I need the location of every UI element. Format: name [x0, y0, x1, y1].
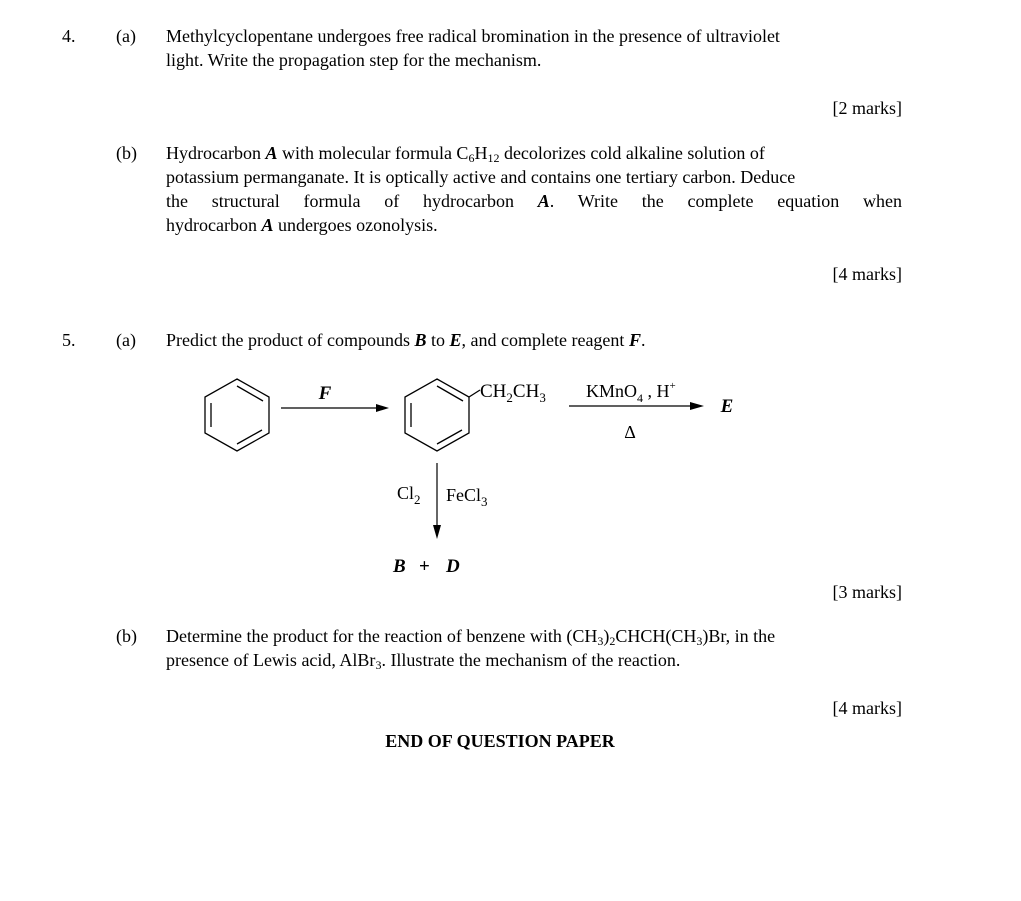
q5a-text: Predict the product of compounds B to E, and complete reagent F. — [166, 330, 646, 350]
oxidation-arrow — [569, 402, 704, 410]
benzene-ring — [205, 379, 269, 451]
product-d: D — [446, 556, 460, 577]
q4b-marks: [4 marks] — [832, 264, 902, 284]
q4b-line-1: Hydrocarbon A with molecular formula $C_6H_{12}$ decolorizes cold alkaline solution of — [166, 143, 765, 165]
hydrocarbon-a: A — [265, 143, 278, 163]
q5b-line-1: Determine the product for the reaction of benzene with $(CH_3)_2CHCH(CH_3)Br$, in the — [166, 626, 776, 648]
q4a-text — [166, 24, 902, 72]
plus-sign: + — [419, 556, 430, 577]
q4b-line-3: the structural formula of hydrocarbon A. Write the complete equation when — [166, 191, 902, 211]
oxidant-label: KMnO$_4$ , H+ — [586, 380, 676, 405]
q5b-label: (b) — [116, 626, 137, 646]
heat-symbol: Δ — [624, 422, 636, 442]
q5a-label: (a) — [116, 330, 136, 350]
end-of-paper-footer: END OF QUESTION PAPER — [385, 731, 615, 751]
chlorine-reagent: $Cl_2$ — [397, 483, 421, 507]
product-b: B — [393, 556, 406, 577]
q4a-label: (a) — [116, 26, 136, 46]
q4b-line-4: hydrocarbon A undergoes ozonolysis. — [166, 215, 438, 235]
product-e: E — [720, 396, 734, 417]
question-4-number: 4. — [62, 26, 76, 46]
q5a-marks: [3 marks] — [832, 582, 902, 602]
chlorination-arrow — [433, 463, 441, 539]
ethylbenzene-ring — [405, 379, 480, 451]
q4b-line-2: potassium permanganate. It is optically active and contains one tertiary carbon. Deduce — [166, 167, 796, 187]
reaction-arrow-f — [281, 404, 389, 412]
q4b-label: (b) — [116, 143, 137, 163]
q4a-line-2: light. Write the propagation step for the mechanism. — [166, 50, 542, 70]
ferric-chloride-catalyst: FeCl$_3$ — [446, 485, 488, 509]
q5b-text — [166, 624, 902, 672]
reagent-f-label: F — [318, 383, 332, 404]
q5b-marks: [4 marks] — [832, 698, 902, 718]
question-5-number: 5. — [62, 330, 76, 350]
ethyl-substituent: $CH_2CH_3$ — [480, 381, 546, 405]
q4b-text — [166, 141, 902, 237]
q5b-line-2: presence of Lewis acid, AlBr$_3$. Illustrate the mechanism of the reaction. — [166, 650, 681, 672]
q4a-marks: [2 marks] — [832, 98, 902, 118]
q4a-line-1: Methylcyclopentane undergoes free radical bromination in the presence of ultraviolet — [166, 26, 780, 46]
